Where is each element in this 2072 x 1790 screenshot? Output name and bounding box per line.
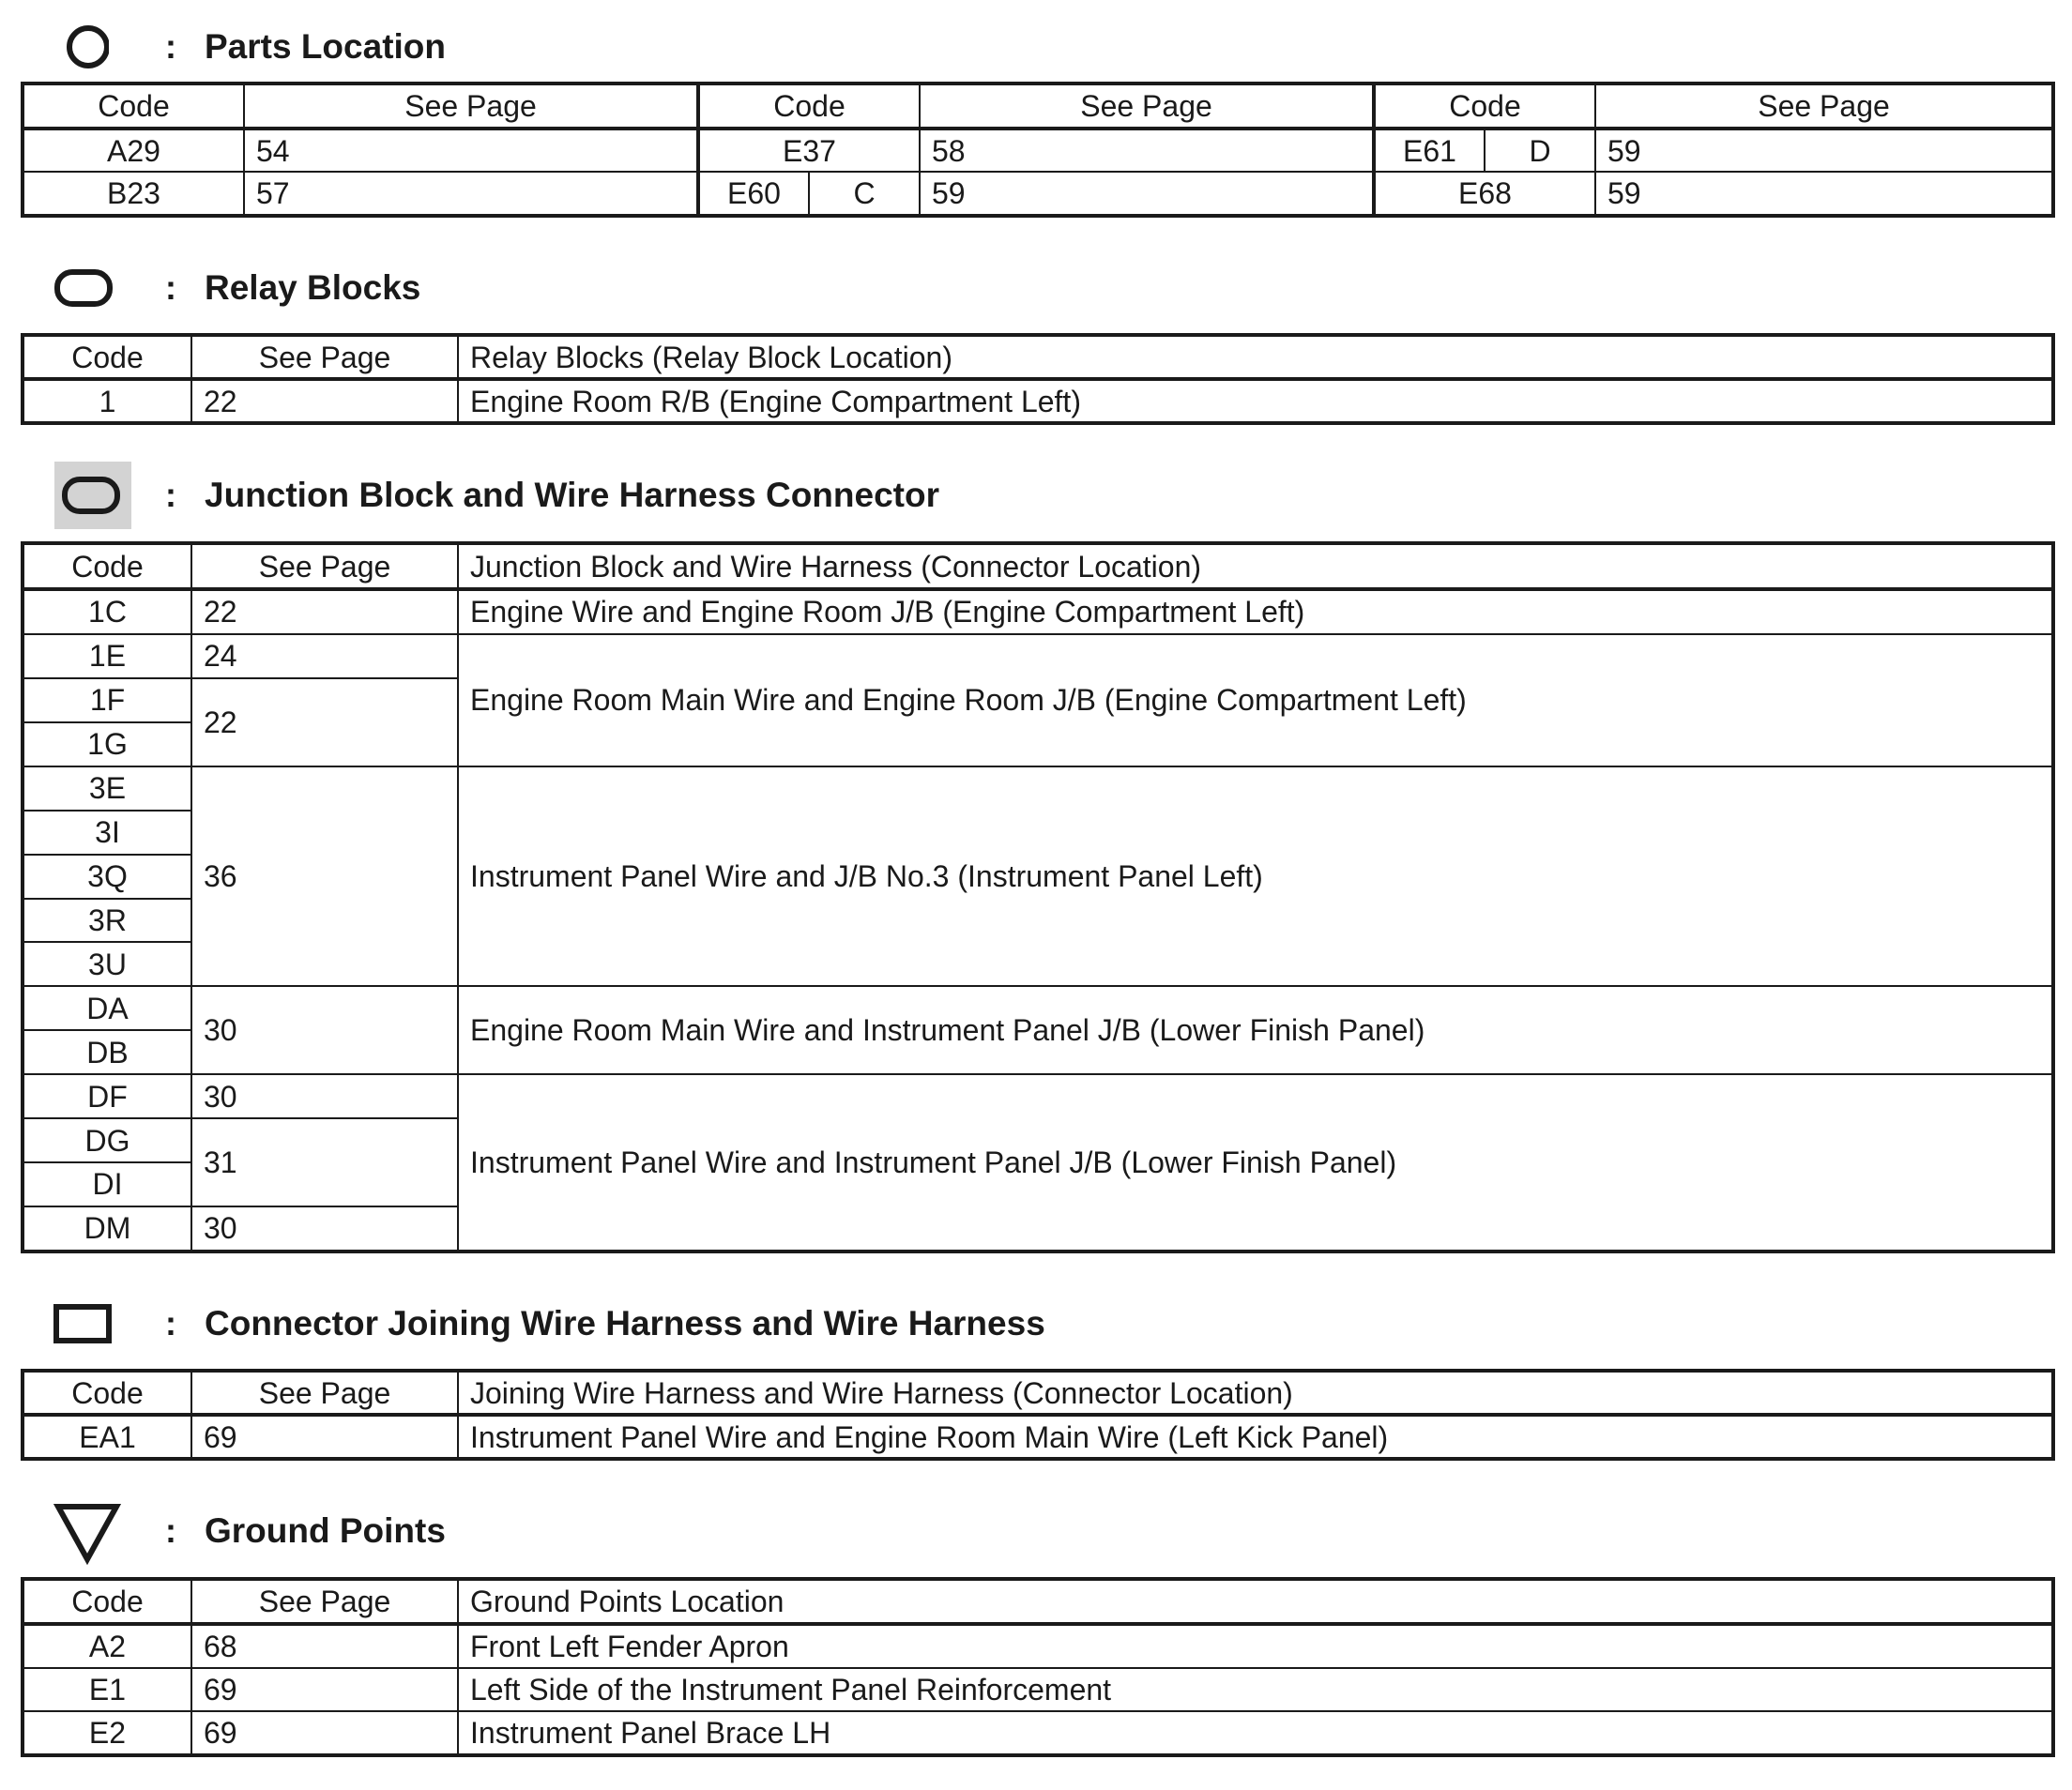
page-cell: 24 — [191, 634, 458, 678]
circle-icon — [53, 9, 109, 84]
colon: : — [165, 476, 176, 514]
parts-location-heading — [53, 9, 2023, 84]
page-cell: 22 — [191, 379, 458, 423]
table-header — [23, 1579, 2053, 1624]
header-description: Junction Block and Wire Harness (Connector Location) — [458, 543, 2053, 589]
page-cell: 31 — [191, 1118, 458, 1206]
code-cell: DG — [23, 1118, 191, 1162]
table-row — [23, 766, 2053, 811]
table-row — [23, 1711, 2053, 1755]
code-cell: DF — [23, 1074, 191, 1118]
header-code: Code — [23, 1579, 191, 1624]
header-see-page: See Page — [244, 83, 698, 129]
description-cell: Instrument Panel Wire and J/B No.3 (Instrument Panel Left) — [458, 766, 2053, 987]
parts-location-table — [21, 82, 2055, 218]
page-cell: 69 — [191, 1711, 458, 1755]
junction-block-table — [21, 541, 2055, 1253]
table-row — [23, 172, 2053, 216]
code-cell: 1G — [23, 722, 191, 766]
table-row — [23, 1624, 2053, 1668]
code-cell: 1 — [23, 379, 191, 423]
table-header — [23, 543, 2053, 589]
table-row — [23, 129, 2053, 173]
rounded-rect-icon — [53, 250, 118, 326]
header-code: Code — [1374, 83, 1595, 129]
code-cell: E60 — [698, 172, 809, 216]
description-cell: Engine Room R/B (Engine Compartment Left) — [458, 379, 2053, 423]
page-cell: 69 — [191, 1668, 458, 1711]
code-cell: E1 — [23, 1668, 191, 1711]
section-title: Junction Block and Wire Harness Connector — [205, 476, 939, 514]
page-cell: 30 — [191, 1206, 458, 1251]
connector-joining-table — [21, 1369, 2055, 1461]
connector-joining-heading — [53, 1286, 2023, 1361]
page-cell: 59 — [1595, 172, 2053, 216]
code-cell: 3Q — [23, 855, 191, 899]
header-see-page: See Page — [191, 335, 458, 379]
page-cell: 68 — [191, 1624, 458, 1668]
square-icon — [53, 1286, 118, 1361]
table-header — [23, 335, 2053, 379]
relay-blocks-table — [21, 333, 2055, 425]
code-cell: 1F — [23, 678, 191, 722]
header-code: Code — [23, 335, 191, 379]
description-cell: Instrument Panel Wire and Instrument Panel J/B (Lower Finish Panel) — [458, 1074, 2053, 1251]
header-see-page: See Page — [1595, 83, 2053, 129]
code-cell: 3I — [23, 811, 191, 855]
code-cell: E68 — [1374, 172, 1595, 216]
ground-points-heading — [53, 1494, 2023, 1569]
table-row — [23, 634, 2053, 678]
header-description: Joining Wire Harness and Wire Harness (Connector Location) — [458, 1371, 2053, 1415]
table-row — [23, 1415, 2053, 1459]
code-cell: 3R — [23, 899, 191, 943]
page-cell: 30 — [191, 1074, 458, 1118]
ground-points-table — [21, 1577, 2055, 1757]
page-cell: 59 — [1595, 129, 2053, 173]
header-code: Code — [23, 83, 244, 129]
page-cell: 69 — [191, 1415, 458, 1459]
table-row — [23, 379, 2053, 423]
description-cell: Instrument Panel Brace LH — [458, 1711, 2053, 1755]
code-cell: DA — [23, 986, 191, 1030]
code-cell: 3U — [23, 942, 191, 986]
code-cell: A2 — [23, 1624, 191, 1668]
code-cell: 1C — [23, 589, 191, 634]
header-code: Code — [23, 1371, 191, 1415]
section-title: Relay Blocks — [205, 268, 421, 307]
table-header — [23, 1371, 2053, 1415]
table-row — [23, 1668, 2053, 1711]
table-row — [23, 589, 2053, 634]
page-cell: 58 — [920, 129, 1374, 173]
shaded-rounded-rect-icon — [53, 458, 137, 533]
section-title: Connector Joining Wire Harness and Wire Harness — [205, 1304, 1045, 1342]
header-see-page: See Page — [920, 83, 1374, 129]
header-code: Code — [698, 83, 920, 129]
header-see-page: See Page — [191, 1579, 458, 1624]
colon: : — [165, 1304, 176, 1342]
triangle-down-icon — [53, 1494, 128, 1569]
code-cell: EA1 — [23, 1415, 191, 1459]
description-cell: Instrument Panel Wire and Engine Room Main Wire (Left Kick Panel) — [458, 1415, 2053, 1459]
code-cell: DI — [23, 1162, 191, 1206]
header-code: Code — [23, 543, 191, 589]
table-row — [23, 986, 2053, 1030]
section-title: Parts Location — [205, 27, 446, 66]
page-cell: 36 — [191, 766, 458, 987]
code-cell: E37 — [698, 129, 920, 173]
page-cell: 59 — [920, 172, 1374, 216]
description-cell: Engine Room Main Wire and Instrument Panel J/B (Lower Finish Panel) — [458, 986, 2053, 1074]
page-cell: 57 — [244, 172, 698, 216]
page-cell: 22 — [191, 589, 458, 634]
page-cell: 30 — [191, 986, 458, 1074]
description-cell: Left Side of the Instrument Panel Reinforcement — [458, 1668, 2053, 1711]
colon: : — [165, 268, 176, 307]
description-cell: Front Left Fender Apron — [458, 1624, 2053, 1668]
code-cell: A29 — [23, 129, 244, 173]
code-cell: E61 — [1374, 129, 1485, 173]
code-sub-cell: C — [809, 172, 920, 216]
code-cell: DB — [23, 1030, 191, 1074]
colon: : — [165, 1511, 176, 1550]
junction-block-heading — [53, 458, 2023, 533]
description-cell: Engine Wire and Engine Room J/B (Engine Compartment Left) — [458, 589, 2053, 634]
header-description: Relay Blocks (Relay Block Location) — [458, 335, 2053, 379]
code-cell: E2 — [23, 1711, 191, 1755]
page-cell: 54 — [244, 129, 698, 173]
code-cell: 1E — [23, 634, 191, 678]
colon: : — [165, 27, 176, 66]
section-title: Ground Points — [205, 1511, 446, 1550]
code-sub-cell: D — [1485, 129, 1595, 173]
header-description: Ground Points Location — [458, 1579, 2053, 1624]
header-see-page: See Page — [191, 543, 458, 589]
table-header — [23, 83, 2053, 129]
code-cell: DM — [23, 1206, 191, 1251]
page-cell: 22 — [191, 678, 458, 766]
relay-blocks-heading — [53, 250, 2023, 326]
description-cell: Engine Room Main Wire and Engine Room J/B (Engine Compartment Left) — [458, 634, 2053, 766]
code-cell: 3E — [23, 766, 191, 811]
code-cell: B23 — [23, 172, 244, 216]
header-see-page: See Page — [191, 1371, 458, 1415]
table-row — [23, 1074, 2053, 1118]
